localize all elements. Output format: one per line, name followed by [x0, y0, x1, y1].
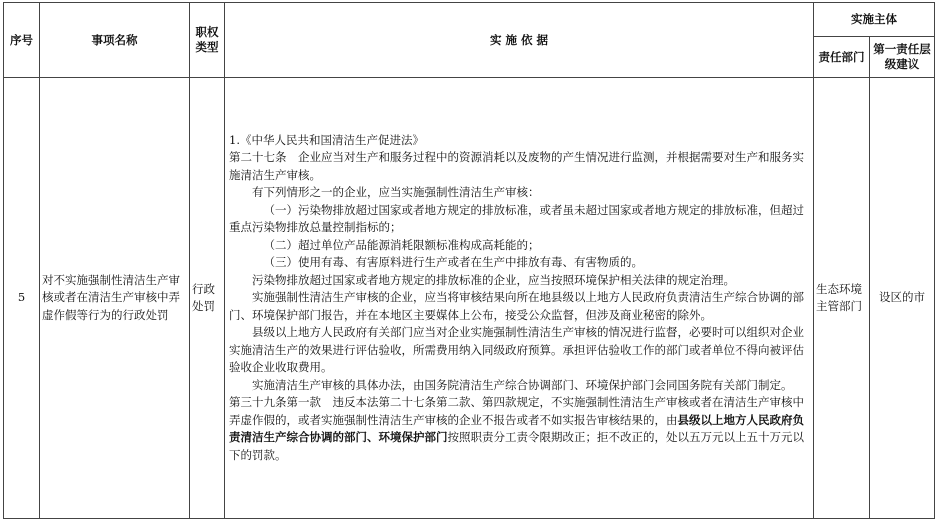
- article-39-text-c: 按照职责分工责令限期改正；拒不改正的，处以五万元以上五十万元以下的罚款。: [229, 430, 804, 462]
- header-dept: 责任部门: [814, 37, 870, 78]
- row-seq: 5: [4, 78, 40, 519]
- row-level: 设区的市: [870, 78, 935, 519]
- row-name: 对不实施强制性清洁生产审核或者在清洁生产审核中弄虚作假等行为的行政处罚: [40, 78, 190, 519]
- article-39-responsible-dept: 县级以上地方人民政府负责清洁生产综合协调的部门、环境保护部门: [229, 412, 804, 445]
- row-dept: 生态环境主管部门: [814, 78, 870, 519]
- basis-para-6: （三）使用有毒、有害原料进行生产或者在生产中排放有毒、有害物质的。: [263, 255, 643, 270]
- article-39-text-a: 第三十九条第一款 违反本法第二十七条第二款、第四款规定，不实施强制性清洁生产审核或者在清洁生产审核中弄虚作假的，或者实施强制性清洁生产审核的企业不报告或者不如实报告审核结果的，由: [229, 395, 804, 427]
- basis-para-8: 实施强制性清洁生产审核的企业，应当将审核结果向所在地县级以上地方人民政府负责清洁生产综合协调的部门、环境保护部门报告，并在本地区主要媒体上公布，接受公众监督，但涉及商业秘密的除外。: [229, 290, 804, 322]
- header-subject: 实施主体: [814, 3, 935, 37]
- header-seq: 序号: [4, 3, 40, 78]
- table-row: [4, 78, 935, 519]
- header-type: 职权类型: [190, 3, 225, 78]
- header-level: 第一责任层级建议: [870, 37, 935, 78]
- basis-para-9: 县级以上地方人民政府有关部门应当对企业实施强制性清洁生产审核的情况进行监督，必要时可以组织对企业实施清洁生产的效果进行评估验收，所需费用纳入同级政府预算。承担评估验收工作的部门或者单位不得向被评估验收企业收取费用。: [229, 325, 804, 375]
- header-name: 事项名称: [40, 3, 190, 78]
- matters-table: [3, 2, 935, 519]
- basis-para-10: 实施清洁生产审核的具体办法，由国务院清洁生产综合协调部门、环境保护部门会同国务院有关部门制定。: [252, 377, 793, 392]
- basis-para-5: （二）超过单位产品能源消耗限额标准构成高耗能的；: [263, 237, 540, 252]
- basis-article-27: 第二十七条 企业应当对生产和服务过程中的资源消耗以及废物的产生情况进行监测，并根据需要对生产和服务实施清洁生产审核。: [229, 150, 804, 182]
- basis-para-4: （一）污染物排放超过国家或者地方规定的排放标准，或者虽未超过国家或者地方规定的排放标准，但超过重点污染物排放总量控制指标的；: [229, 202, 804, 235]
- basis-law-title: 1.《中华人民共和国清洁生产促进法》: [229, 132, 424, 147]
- row-type: 行政处罚: [190, 78, 225, 519]
- basis-article-39: [229, 394, 809, 464]
- basis-para-7: 污染物排放超过国家或者地方规定的排放标准的企业，应当按照环境保护相关法律的规定治理。: [252, 272, 735, 287]
- basis-para-3: 有下列情形之一的企业，应当实施强制性清洁生产审核：: [252, 185, 540, 200]
- header-basis: 实 施 依 据: [225, 3, 814, 78]
- row-basis: [225, 78, 814, 519]
